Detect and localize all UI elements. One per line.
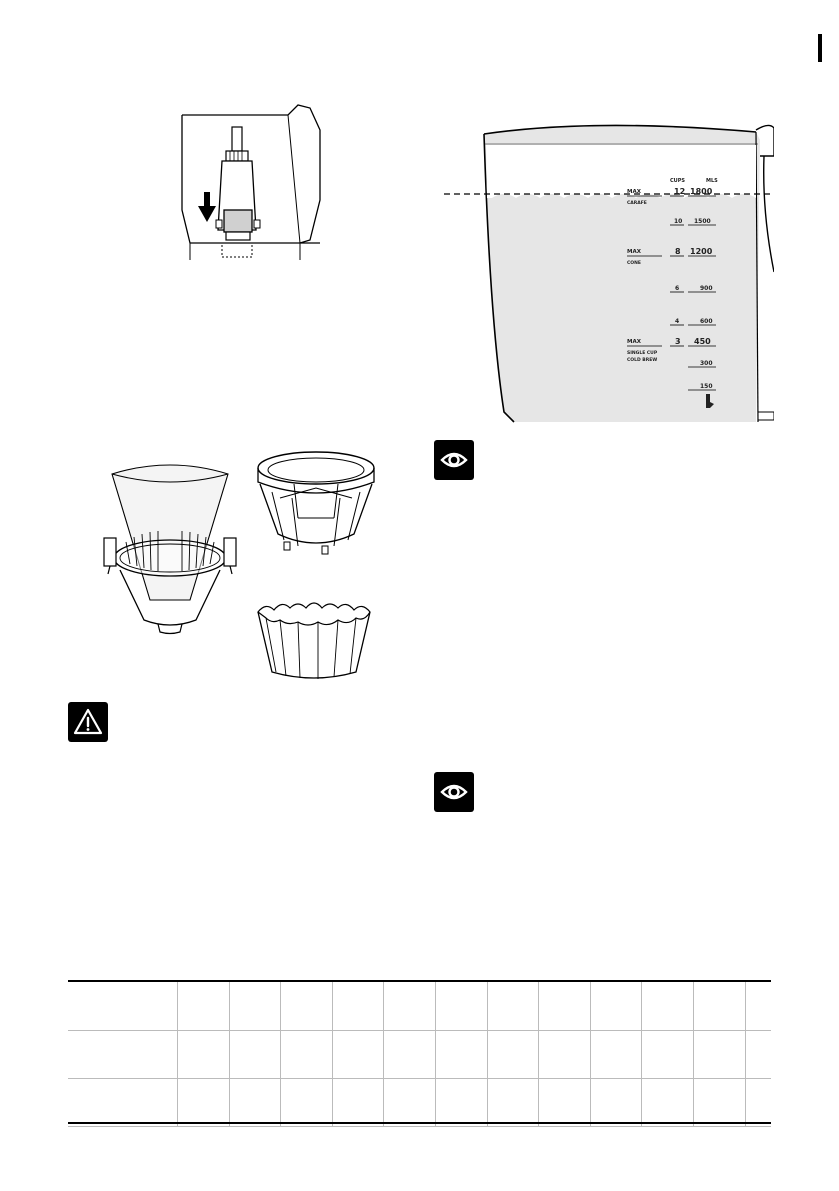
eye-icon [434,772,474,812]
table-cell [384,1031,436,1079]
mls-450: 450 [694,337,711,346]
table-cell [178,1079,230,1127]
table-cell [68,982,178,1031]
carafe-col-cups: CUPS [670,178,685,184]
carafe-col-mls: MLS [706,178,718,184]
mls-1500: 1500 [694,218,711,225]
table-cell [178,1031,230,1079]
max-label-cone: MAX [627,249,641,255]
table-cell [281,1079,333,1127]
label-cone: CONE [627,261,641,266]
table-cell [178,982,230,1031]
label-cold-brew: COLD BREW [627,358,658,363]
table-cell [693,1079,745,1127]
basket-paper-filter-illustration [252,592,376,682]
cups-4: 4 [675,318,680,325]
warning-icon [68,702,108,742]
table-row [68,1031,771,1079]
flat-bottom-basket-illustration [250,448,382,560]
table-bottom-rule [68,1122,771,1124]
table-cell [590,1079,642,1127]
table-cell [539,1031,591,1079]
table-cell [229,1031,281,1079]
mls-1800: 1800 [690,187,713,196]
table-row [68,982,771,1031]
label-carafe: CARAFE [627,201,647,206]
table-cell [487,1079,539,1127]
mls-150: 150 [700,383,713,390]
max-label-carafe: MAX [627,189,641,195]
mls-1200: 1200 [690,247,713,256]
table-cell [539,982,591,1031]
table-cell [642,1031,694,1079]
table-cell [229,1079,281,1127]
table-cell [68,1079,178,1127]
label-single-cup: SINGLE CUP [627,351,658,356]
table-cell [642,1079,694,1127]
cups-8: 8 [675,247,681,256]
table-row [68,1079,771,1127]
table-cell [745,982,771,1031]
eye-icon [434,440,474,480]
table-cell [693,1031,745,1079]
page-marker-bar [818,34,822,62]
table-cell [745,1031,771,1079]
table-cell [745,1079,771,1127]
table-cell [384,1079,436,1127]
brew-table [68,982,771,1127]
table-cell [642,982,694,1031]
table-cell [435,1031,487,1079]
table-cell [229,982,281,1031]
table-cell [487,982,539,1031]
mls-600: 600 [700,318,713,325]
table-cell [281,1031,333,1079]
cups-6: 6 [675,285,680,292]
drip-stop-illustration [160,100,330,265]
mls-900: 900 [700,285,713,292]
table-cell [590,1031,642,1079]
table-cell [590,982,642,1031]
mls-300: 300 [700,360,713,367]
cone-filter-basket-illustration [100,460,240,635]
cups-12: 12 [674,187,686,196]
table-cell [539,1079,591,1127]
carafe-water-level-illustration [444,122,774,424]
table-cell [332,1031,384,1079]
cups-3: 3 [675,337,681,346]
table-cell [435,982,487,1031]
table-cell [487,1031,539,1079]
table-cell [384,982,436,1031]
table-cell [68,1031,178,1079]
table-cell [332,1079,384,1127]
cups-10: 10 [674,218,683,225]
table-cell [435,1079,487,1127]
max-label-single-cup: MAX [627,339,641,345]
table-cell [332,982,384,1031]
table-cell [281,982,333,1031]
table-cell [693,982,745,1031]
